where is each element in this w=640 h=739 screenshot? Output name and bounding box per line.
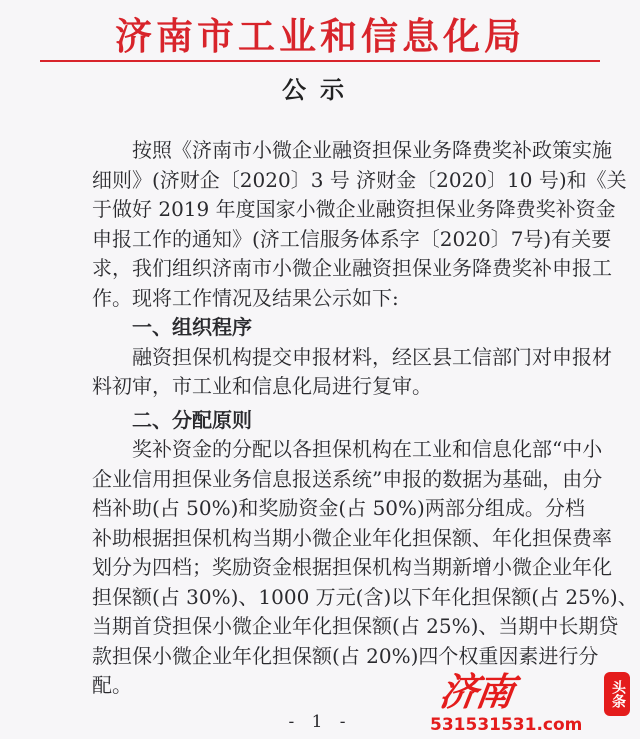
paragraph-line: 作。现将工作情况及结果公示如下:: [92, 285, 399, 310]
paragraph-line: 划分为四档；奖励资金根据担保机构当期新增小微企业年化: [92, 555, 612, 579]
paragraph-line: 档补助(占 50%)和奖励资金(占 50%)两部分组成。分档: [92, 496, 585, 520]
paragraph-line: 料初审，市工业和信息化局进行复审。: [92, 374, 432, 398]
paragraph-line: 补助根据担保机构当期小微企业年化担保额、年化担保费率: [92, 525, 612, 550]
paragraph-line: 求，我们组织济南市小微企业融资担保业务降费奖补申报工: [92, 256, 612, 280]
watermark-url: 531531531.com: [430, 715, 583, 735]
paragraph-line: 配。: [92, 673, 132, 697]
paragraph-line: 奖补资金的分配以各担保机构在工业和信息化部“中小: [132, 437, 603, 461]
paragraph-line: 当期首贷担保小微企业年化担保额(占 25%)、当期中长期贷: [92, 614, 619, 638]
page-number: - 1 -: [288, 712, 352, 732]
paragraph-line: 担保额(占 30%)、1000 万元(含)以下年化担保额(占 25%)、: [92, 584, 638, 609]
paragraph-line: 细则》(济财企〔2020〕3 号 济财金〔2020〕10 号)和《关: [92, 167, 627, 192]
paragraph-line: 按照《济南市小微企业融资担保业务降费奖补政策实施: [132, 138, 612, 162]
section-heading: 二、分配原则: [132, 407, 252, 432]
document-title: 公示: [282, 75, 358, 104]
watermark-badge: 头条: [604, 672, 630, 716]
paragraph-line: 企业信用担保业务信息报送系统”申报的数据为基础，由分: [92, 466, 603, 491]
paragraph-line: 于做好 2019 年度国家小微企业融资担保业务降费奖补资金: [92, 197, 616, 221]
paragraph-line: 融资担保机构提交申报材料，经区县工信部门对申报材: [132, 344, 612, 369]
watermark-logo: 济南: [436, 669, 516, 714]
paragraph-line: 申报工作的通知》(济工信服务体系字〔2020〕7号)有关要: [92, 226, 612, 251]
section-heading: 一、组织程序: [132, 315, 252, 339]
document-letterhead: 济南市工业和信息化局: [115, 14, 525, 58]
paragraph-line: 款担保小微企业年化担保额(占 20%)四个权重因素进行分: [92, 643, 599, 668]
letterhead-divider: [40, 60, 600, 62]
